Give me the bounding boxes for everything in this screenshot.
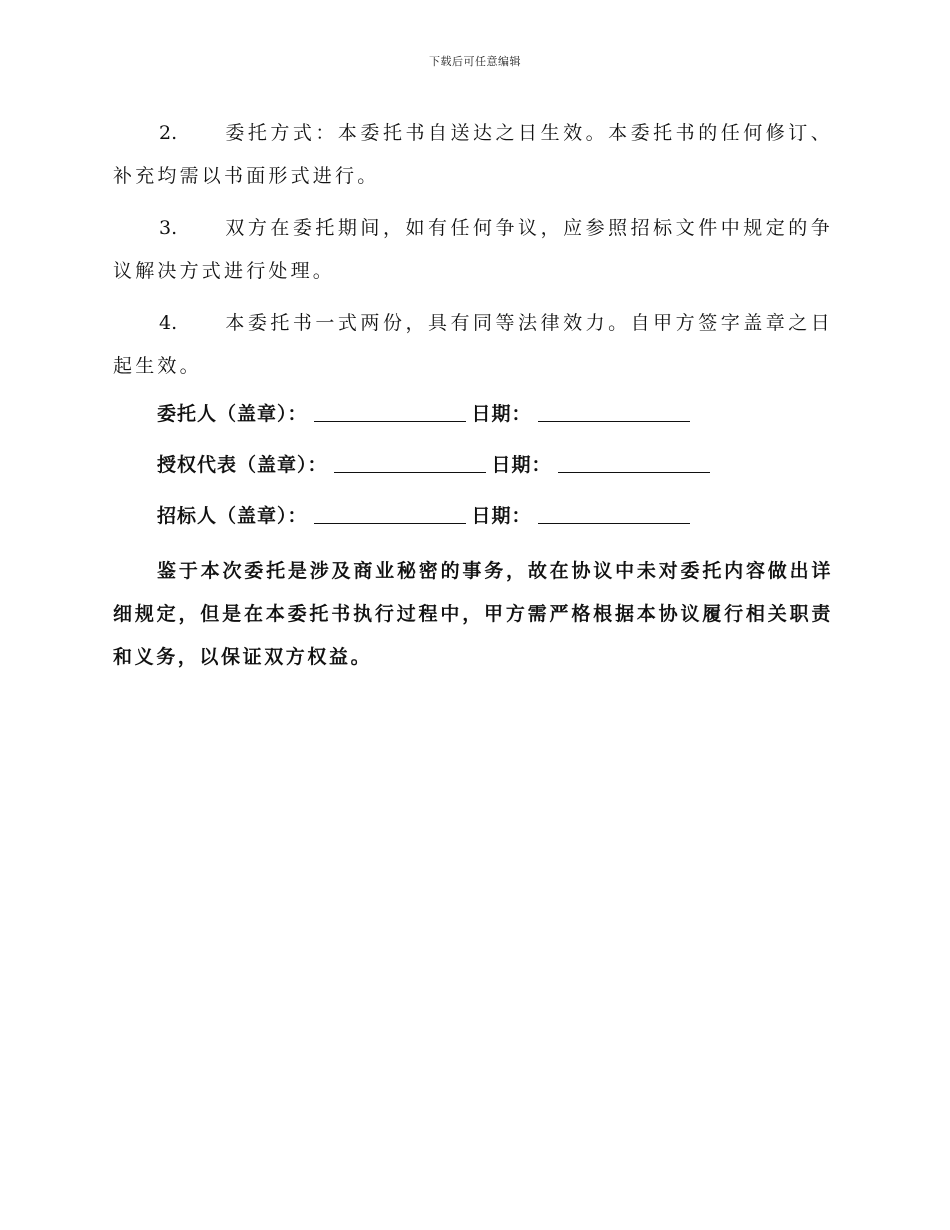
date-label: 日期： bbox=[491, 454, 552, 476]
signature-line-tenderer bbox=[157, 499, 833, 533]
clause-number: 2. bbox=[159, 122, 178, 144]
date-blank bbox=[538, 401, 690, 422]
signature-blank bbox=[334, 452, 486, 473]
clause-3 bbox=[113, 207, 833, 293]
header-note: 下载后可任意编辑 bbox=[429, 55, 521, 68]
clause-text: 委托方式：本委托书自送达之日生效。本委托书的任何修订、补充均需以书面形式进行。 bbox=[113, 122, 833, 187]
clause-4 bbox=[113, 302, 833, 388]
signature-line-principal bbox=[157, 397, 833, 431]
signature-line-representative bbox=[157, 448, 833, 482]
date-label: 日期： bbox=[471, 403, 532, 425]
date-label: 日期： bbox=[471, 505, 532, 527]
signature-label: 招标人（盖章）： bbox=[157, 505, 308, 527]
date-blank bbox=[558, 452, 710, 473]
clause-text: 本委托书一式两份，具有同等法律效力。自甲方签字盖章之日起生效。 bbox=[113, 312, 833, 377]
clause-2 bbox=[113, 112, 833, 198]
clause-number: 3. bbox=[159, 217, 178, 239]
clause-number: 4. bbox=[159, 312, 178, 334]
closing-paragraph: 鉴于本次委托是涉及商业秘密的事务，故在协议中未对委托内容做出详细规定，但是在本委托书执行过程中，甲方需严格根据本协议履行相关职责和义务，以保证双方权益。 bbox=[113, 560, 833, 668]
clause-text: 双方在委托期间，如有任何争议，应参照招标文件中规定的争议解决方式进行处理。 bbox=[113, 217, 833, 282]
signature-label: 授权代表（盖章）： bbox=[157, 454, 328, 476]
signature-blank bbox=[314, 503, 466, 524]
signature-blank bbox=[314, 401, 466, 422]
document-body bbox=[113, 112, 833, 679]
signature-label: 委托人（盖章）： bbox=[157, 403, 308, 425]
date-blank bbox=[538, 503, 690, 524]
